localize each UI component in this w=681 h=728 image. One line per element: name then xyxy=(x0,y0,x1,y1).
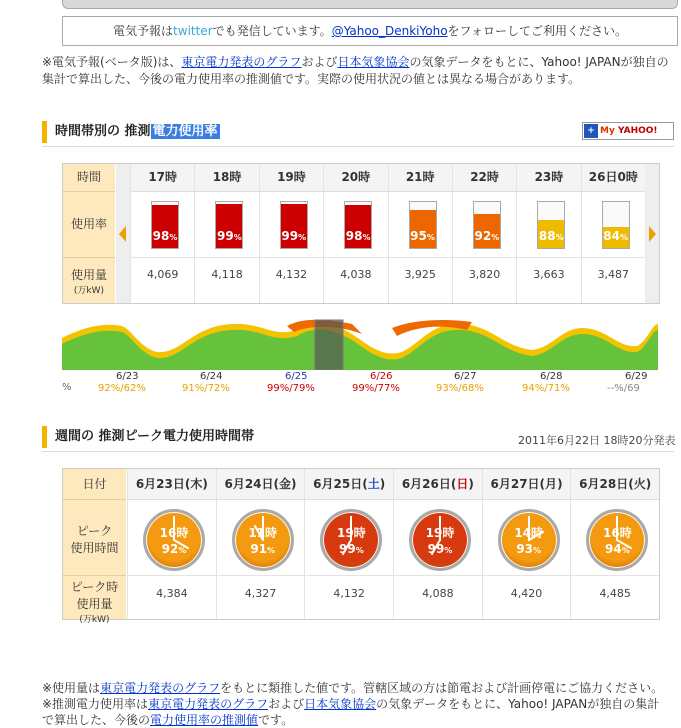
plus-icon: + xyxy=(584,124,598,138)
twitter-account-link[interactable]: @Yahoo_DenkiYoho xyxy=(331,24,448,38)
day-column xyxy=(216,469,305,619)
hour-label: 20時 xyxy=(324,164,387,192)
peak-rate: 99% xyxy=(427,542,453,556)
clock-icon xyxy=(409,509,471,571)
peak-rate: 92% xyxy=(161,542,187,556)
usage-rate-meter xyxy=(473,201,501,249)
row-label-peak-time: ピーク 使用時間 xyxy=(63,500,126,576)
hourly-section-title: 時間帯別の 推測 電力使用率 xyxy=(42,121,220,143)
hour-label: 19時 xyxy=(260,164,323,192)
tepco-graph-link[interactable]: 東京電力発表のグラフ xyxy=(181,55,302,69)
usage-rate-meter xyxy=(537,201,565,249)
footer-tepco-link-2[interactable]: 東京電力発表のグラフ xyxy=(148,697,269,711)
strip-date: 6/27 xyxy=(454,371,477,382)
strip-date: 6/28 xyxy=(540,371,563,382)
day-column xyxy=(570,469,659,619)
scroll-left-button[interactable] xyxy=(116,164,130,303)
strip-values: 99%/79% xyxy=(267,383,315,394)
strip-values: 91%/72% xyxy=(182,383,230,394)
peak-rate: 99% xyxy=(338,542,364,556)
footer-notes: ※使用量は東京電力発表のグラフをもとに類推した値です。管轄区域の方は節電および計画停電にご協力ください。 ※推測電力使用率は東京電力発表のグラフおよび日本気象協会の気象データをもとに、Yahoo! JAPANが独自の集計 で算出した、今後の電力使用率の推測値です。 xyxy=(42,681,664,727)
clock-icon xyxy=(586,509,648,571)
weekly-peak-table xyxy=(62,468,660,625)
hour-label: 18時 xyxy=(195,164,258,192)
rate-value: 88% xyxy=(538,229,564,243)
day-label: 6月26日(日) xyxy=(394,469,482,500)
peak-hour: 11時 xyxy=(248,526,278,540)
row-label-peak-usage: ピーク時 使用量 (万kW) xyxy=(63,576,126,619)
usage-value: 3,820 xyxy=(468,268,501,281)
strip-values: 99%/77% xyxy=(352,383,400,394)
hour-column xyxy=(452,164,516,303)
strip-date: 6/26 xyxy=(370,371,393,382)
hour-column xyxy=(259,164,323,303)
peak-rate: 91% xyxy=(250,542,276,556)
hour-label: 17時 xyxy=(131,164,194,192)
day-column xyxy=(482,469,571,619)
rate-value: 99% xyxy=(217,229,242,243)
hourly-forecast-table xyxy=(62,163,660,304)
usage-rate-meter xyxy=(151,201,179,249)
percent-label: % xyxy=(62,382,72,393)
usage-value: 4,118 xyxy=(211,268,243,281)
current-time-window xyxy=(315,320,343,370)
strip-date-labels xyxy=(62,371,662,395)
peak-usage-value: 4,088 xyxy=(422,587,454,600)
day-column xyxy=(393,469,482,619)
row-label-usage: 使用量 (万kW) xyxy=(63,258,115,303)
twitter-notice: 電気予報はtwitterでも発信しています。@Yahoo_DenkiYohoをフォローしてご利用ください。 xyxy=(62,16,678,46)
hour-column xyxy=(323,164,387,303)
peak-hour: 19時 xyxy=(425,526,455,540)
peak-usage-value: 4,485 xyxy=(599,587,631,600)
clock-icon xyxy=(143,509,205,571)
usage-value: 4,069 xyxy=(146,268,179,281)
strip-values: 93%/68% xyxy=(436,383,484,394)
usage-rate-meter xyxy=(602,201,630,249)
clock-icon xyxy=(320,509,382,571)
row-label-time: 時間 xyxy=(63,164,115,192)
weekly-section-title: 週間の 推測ピーク電力使用時間帯 xyxy=(42,426,254,448)
hour-label: 23時 xyxy=(517,164,580,192)
rate-value: 92% xyxy=(474,229,500,243)
usage-rate-meter xyxy=(344,201,372,249)
peak-usage-value: 4,132 xyxy=(333,587,365,600)
usage-rate-meter xyxy=(280,201,308,249)
disclaimer-text: ※電気予報(ベータ版)は、東京電力発表のグラフおよび日本気象協会の気象データをもとに、Yahoo! JAPANが独自の集計で算出した、今後の電力使用率の推測値です。実際の使用状況の値とは異なる場合があります。 xyxy=(42,55,669,86)
top-tab-bar xyxy=(62,0,678,9)
peak-hour: 14時 xyxy=(514,526,544,540)
weekly-usage-strip-chart[interactable] xyxy=(62,318,658,370)
strip-date: 6/29 xyxy=(625,371,648,382)
usage-rate-meter xyxy=(215,201,243,249)
footer-tepco-link[interactable]: 東京電力発表のグラフ xyxy=(100,681,221,695)
usage-value: 4,132 xyxy=(275,268,308,281)
strip-date: 6/25 xyxy=(285,371,308,382)
footer-estimate-link[interactable]: 電力使用率の推測値 xyxy=(150,713,259,727)
strip-values: 94%/71% xyxy=(522,383,570,394)
hour-column xyxy=(581,164,645,303)
hour-label: 22時 xyxy=(453,164,516,192)
peak-usage-value: 4,327 xyxy=(244,587,277,600)
rate-value: 98% xyxy=(345,229,371,243)
peak-usage-value: 4,384 xyxy=(156,587,188,600)
row-label-date: 日付 xyxy=(63,469,126,500)
footer-jwa-link[interactable]: 日本気象協会 xyxy=(304,697,377,711)
rate-value: 95% xyxy=(410,229,435,243)
usage-rate-meter xyxy=(409,201,437,249)
day-label: 6月25日(土) xyxy=(305,469,393,500)
peak-rate: 93% xyxy=(516,542,542,556)
arrow-left-icon xyxy=(119,226,126,242)
divider xyxy=(42,146,674,147)
jwa-link[interactable]: 日本気象協会 xyxy=(337,55,410,69)
day-column xyxy=(304,469,393,619)
clock-icon xyxy=(498,509,560,571)
rate-value: 98% xyxy=(152,229,178,243)
day-label: 6月24日(金) xyxy=(217,469,305,500)
peak-hour: 19時 xyxy=(336,526,366,540)
peak-usage-value: 4,420 xyxy=(510,587,543,600)
day-column xyxy=(127,469,216,619)
divider xyxy=(42,451,674,452)
rate-value: 84% xyxy=(603,229,628,243)
hour-column xyxy=(516,164,580,303)
hour-column xyxy=(194,164,258,303)
peak-rate: 94% xyxy=(605,542,630,556)
hour-label: 26日0時 xyxy=(582,164,645,192)
rate-value: 99% xyxy=(281,229,307,243)
clock-icon xyxy=(232,509,294,571)
hour-column xyxy=(388,164,452,303)
peak-hour: 16時 xyxy=(159,526,189,540)
scroll-right-button[interactable] xyxy=(645,164,659,303)
published-time: 2011年6月22日 18時20分発表 xyxy=(518,434,676,447)
strip-date: 6/23 xyxy=(116,371,139,382)
usage-value: 3,925 xyxy=(404,268,436,281)
strip-date: 6/24 xyxy=(200,371,223,382)
twitter-link[interactable]: twitter xyxy=(173,24,213,38)
row-label-rate: 使用率 xyxy=(63,192,115,258)
hour-label: 21時 xyxy=(389,164,452,192)
strip-values: --%/69 xyxy=(607,383,640,394)
add-to-myyahoo-button[interactable]: + My YAHOO! xyxy=(582,122,674,140)
peak-hour: 16時 xyxy=(603,526,632,540)
day-label: 6月23日(木) xyxy=(128,469,216,500)
strip-values: 92%/62% xyxy=(98,383,146,394)
day-label: 6月27日(月) xyxy=(483,469,571,500)
usage-value: 3,487 xyxy=(597,268,630,281)
usage-value: 3,663 xyxy=(533,268,565,281)
arrow-right-icon xyxy=(649,226,656,242)
usage-value: 4,038 xyxy=(340,268,372,281)
hour-column xyxy=(130,164,194,303)
day-label: 6月28日(火) xyxy=(571,469,659,500)
